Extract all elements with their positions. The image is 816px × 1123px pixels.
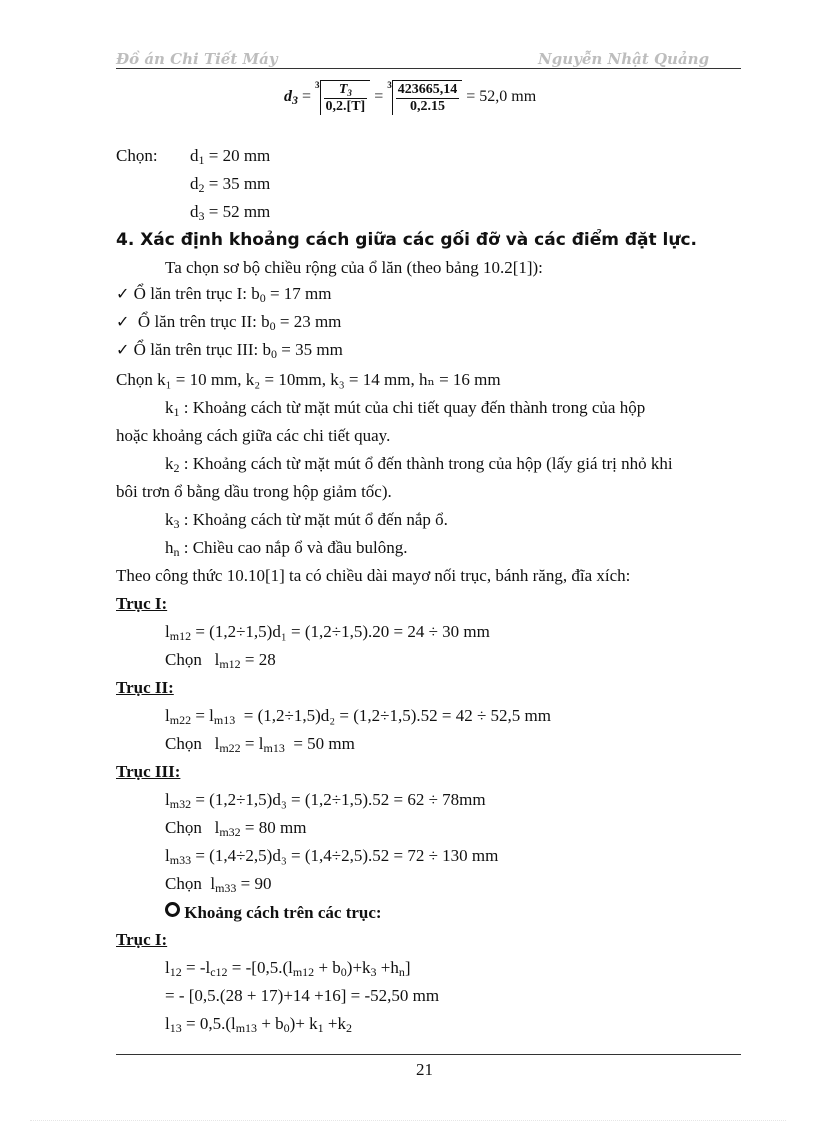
- lm33-eq: $l_{m33} = (1,4\div 2,5)d_3 = (1,4\div 2,5).52 = 72 \div 130$ mm: [165, 846, 499, 867]
- hn-desc: $h_n$ : Chiều cao nắp ổ và đầu bulông.: [165, 538, 408, 559]
- lm32-chon: Chọn $l_{m32} = 80$ mm: [165, 818, 307, 839]
- truc-2-heading: Trục II:: [116, 678, 174, 697]
- header-right: Nguyễn Nhật Quảng: [538, 50, 710, 68]
- khoang-cach-title: Khoảng cách trên các trục:: [165, 902, 382, 923]
- l13-eq: $l_{13} = 0,5.(l_{m13} + b_0)+ k_1 +k_2$: [165, 1014, 352, 1035]
- lm32-eq: $l_{m32} = (1,2\div 1,5)d_3 = (1,2\div 1,5).52 = 62 \div 78mm$: [165, 790, 486, 811]
- chon-label: Chọn:: [116, 146, 158, 165]
- truc-3-heading: Trục III:: [116, 762, 181, 781]
- section-4-title: 4. Xác định khoảng cách giữa các gối đỡ và các điểm đặt lực.: [116, 230, 698, 250]
- bullet-circle-icon: [165, 902, 180, 917]
- lm22-chon: Chọn $l_{m22} = l_{m13} = 50$ mm: [165, 734, 355, 755]
- k2-desc-line1: $k_2$ : Khoảng cách từ mặt mút ổ đến thành trong của hộp (lấy giá trị nhỏ khi: [165, 454, 673, 475]
- formula-d3: $d_3 = ^3$ $\frac{T_3}{0,2.[T]}$ = $^3$ $\frac{423665,14}{0,2.15}$ = 52,0 mm: [284, 80, 537, 114]
- check-icon: ✓: [116, 312, 130, 331]
- lm22-eq: $l_{m22} = l_{m13} = (1,2\div 1,5)d_2 = (1,2\div 1,5).52 = 42 \div 52,5$ mm: [165, 706, 552, 727]
- lm33-chon: Chọn $l_{m33} = 90$: [165, 874, 272, 895]
- l12-line2: = - [0,5.(28 + 17)+14 +16] = -52,50 mm: [165, 986, 440, 1005]
- bearing-row-1: ✓ Ổ lăn trên trục I: $b_0 = 17$ mm: [116, 284, 332, 305]
- header-left: Đồ án Chi Tiết Máy: [116, 50, 278, 68]
- bearing-row-2: ✓ Ổ lăn trên trục II: $b_0 = 23$ mm: [116, 312, 342, 333]
- d3-value: $d_3 = 52$ mm: [190, 202, 271, 223]
- k1-desc-line1: $k_1$ : Khoảng cách từ mặt mút của chi tiết quay đến thành trong của hộp: [165, 398, 646, 419]
- k-choice: Chọn k₁ = 10 mm, k₂ = 10mm, k₃ = 14 mm, hₙ = 16 mm: [116, 370, 501, 389]
- intro-text: Ta chọn sơ bộ chiều rộng của ổ lăn (theo bảng 10.2[1]):: [165, 258, 543, 277]
- d1-value: $d_1 = 20$ mm: [190, 146, 271, 167]
- truc-1-heading: Trục I:: [116, 594, 168, 613]
- header-rule: [116, 68, 741, 69]
- k2-desc-line2: bôi trơn ổ bằng dầu trong hộp giảm tốc).: [116, 482, 392, 501]
- lm12-eq: $l_{m12} = (1,2\div 1,5)d_1 = (1,2\div 1,5).20 = 24 \div 30$ mm: [165, 622, 490, 643]
- k1-desc-line2: hoặc khoảng cách giữa các chi tiết quay.: [116, 426, 391, 445]
- page-number: 21: [416, 1060, 433, 1079]
- check-icon: ✓: [116, 340, 130, 359]
- d2-value: $d_2 = 35$ mm: [190, 174, 271, 195]
- lm12-chon: Chọn $l_{m12} = 28$: [165, 650, 276, 671]
- footer-rule: [116, 1054, 741, 1055]
- check-icon: ✓: [116, 284, 130, 303]
- bearing-row-3: ✓ Ổ lăn trên trục III: $b_0 = 35$ mm: [116, 340, 343, 361]
- l12-eq: $l_{12} = -l_{c12} = -[0,5.(l_{m12} + b_0)+k_3 +h_n]$: [165, 958, 411, 979]
- truc-1b-heading: Trục I:: [116, 930, 168, 949]
- k3-desc: $k_3$ : Khoảng cách từ mặt mút ổ đến nắp ổ.: [165, 510, 448, 531]
- theo-text: Theo công thức 10.10[1] ta có chiều dài mayơ nối trục, bánh răng, đĩa xích:: [116, 566, 631, 585]
- page-edge-dots: [30, 1120, 786, 1121]
